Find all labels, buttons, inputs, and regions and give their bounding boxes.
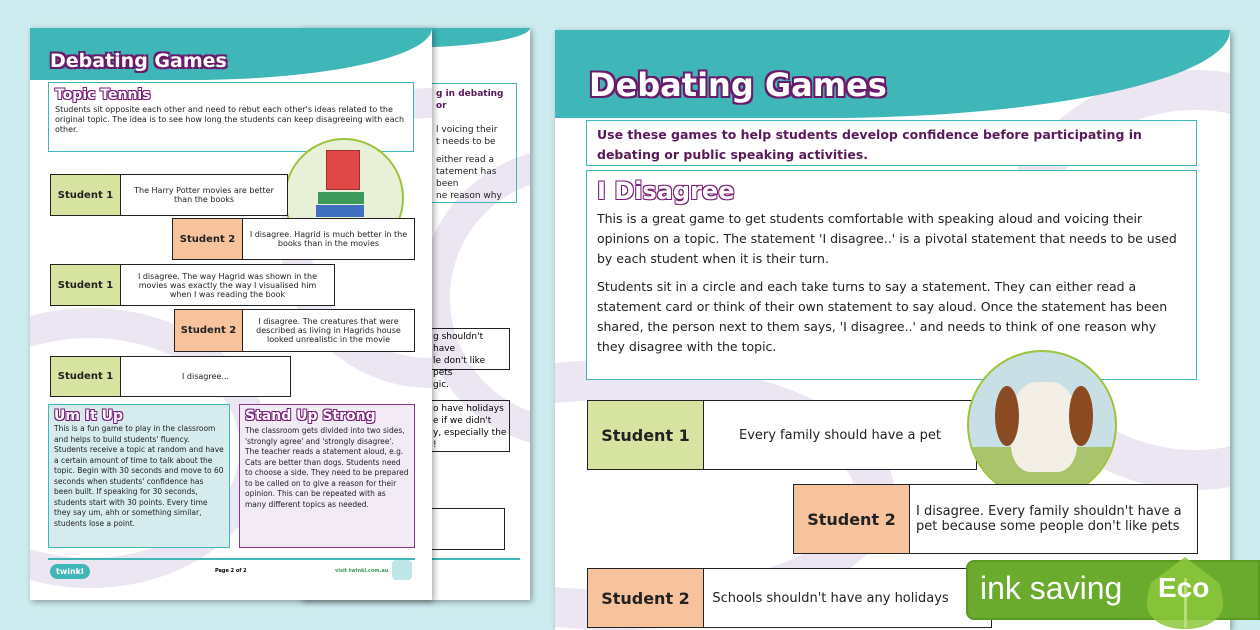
stand-up-strong-heading: Stand Up Strong bbox=[245, 408, 376, 424]
dog-ear bbox=[1069, 386, 1093, 446]
statement: I disagree. The creatures that were described as living in Hagrids house looked unrealistic in the movie bbox=[256, 317, 401, 344]
page-title: Debating Games bbox=[589, 66, 887, 104]
dialogue-row bbox=[587, 568, 992, 628]
peek-row bbox=[430, 400, 510, 452]
topic-tennis-heading: Topic Tennis bbox=[55, 87, 151, 103]
page-title: Debating Games bbox=[50, 50, 227, 72]
twinkl-logo: twinkl bbox=[50, 564, 90, 579]
stand-up-strong-box bbox=[239, 404, 415, 548]
peek-line: le don't like pets bbox=[433, 356, 486, 378]
dog-illustration bbox=[967, 350, 1117, 500]
site-url: visit twinkl.com.au bbox=[335, 568, 389, 574]
peek-line: y, especially the bbox=[433, 428, 507, 438]
page-2-preview bbox=[30, 28, 432, 600]
statement: I disagree. Hagrid is much better in the books than in the movies bbox=[249, 230, 408, 248]
intro-box: Use these games to help students develop confidence before participating in debating or public speaking activities. bbox=[586, 120, 1197, 166]
um-it-up-body: This is a fun game to play in the classroom and helps to build students' fluency. Students receive a topic at random and have a certain amount of time to talk about the topic. Begin with 30 seconds and move to 60 seconds when students' confidence has been built. If speaking for 30 seconds, students start with 30 points. Every time they say um, ahh or something similar, students lose a point. bbox=[54, 424, 224, 528]
dialogue-row bbox=[793, 484, 1198, 554]
stand-up-strong-body: The classroom gets divided into two sides, 'strongly agree' and 'strongly disagree'. The teacher reads a statement aloud, e.g. Cats are better than dogs. Students need to choose a side. They need to be prepared to be called on to give a reason for their opinion. This can be repeated with as many different topics as needed. bbox=[245, 426, 409, 509]
student-label: Student 2 bbox=[588, 569, 704, 627]
dialogue-row bbox=[172, 218, 415, 260]
i-disagree-box bbox=[586, 170, 1197, 380]
um-it-up-box bbox=[48, 404, 230, 548]
student-label: Student 1 bbox=[588, 401, 704, 469]
dog-ear bbox=[995, 386, 1019, 446]
student-label: Student 1 bbox=[51, 265, 121, 305]
topic-tennis-body: Students sit opposite each other and need to rebut each other's ideas related to the original topic. The idea is to see how long the students can keep disagreeing with each other. bbox=[55, 105, 405, 134]
dialogue-row bbox=[50, 174, 288, 216]
statement: I disagree. The way Hagrid was shown in the movies was exactly the way I visualised him when I was reading the book bbox=[137, 271, 318, 299]
peek-text bbox=[432, 83, 517, 203]
peek-line: o have holidays bbox=[433, 404, 504, 414]
i-disagree-p2: Students sit in a circle and each take turns to say a statement. They can either read a statement card or think of their own statement to say aloud. Once the statement has been shared, the person next to them says, 'I disagree..' and needs to think of one reason why they disagree with the topic. bbox=[597, 279, 1168, 354]
statement: The Harry Potter movies are better than the books bbox=[134, 186, 274, 204]
um-it-up-heading: Um It Up bbox=[54, 408, 123, 424]
dialogue-row bbox=[587, 400, 977, 470]
i-disagree-heading: I Disagree bbox=[597, 177, 735, 205]
dialogue-row bbox=[50, 264, 335, 306]
footer-rule bbox=[48, 558, 415, 560]
peek-line: e if we didn't bbox=[433, 416, 492, 426]
peek-row bbox=[430, 328, 510, 390]
student-label: Student 1 bbox=[51, 175, 121, 215]
dialogue-row bbox=[174, 309, 415, 352]
quality-badge-icon bbox=[392, 560, 412, 580]
i-disagree-p1: This is a great game to get students comfortable with speaking aloud and voicing their opinions on a topic. The statement 'I disagree..' is a pivotal statement that needs to be used by each student when it is their turn. bbox=[597, 211, 1177, 266]
book-icon bbox=[318, 192, 364, 204]
dialogue-row bbox=[50, 356, 291, 397]
peek-line: l voicing their bbox=[436, 125, 498, 135]
page-number: Page 2 of 2 bbox=[215, 568, 247, 574]
peek-line: g in debating or bbox=[436, 89, 504, 111]
peek-line: g shouldn't have bbox=[433, 332, 484, 354]
peek-line: gic. bbox=[433, 380, 450, 390]
student-label: Student 1 bbox=[51, 357, 121, 396]
student-label: Student 2 bbox=[794, 485, 910, 553]
statement: I disagree... bbox=[182, 372, 229, 381]
peek-line: ! bbox=[433, 440, 437, 450]
eco-label: Eco bbox=[1158, 572, 1210, 603]
statement: Every family should have a pet bbox=[738, 427, 941, 443]
student-label: Student 2 bbox=[173, 219, 243, 259]
peek-line: either read a bbox=[436, 155, 495, 165]
dog-icon bbox=[1011, 382, 1077, 472]
peek-line: tatement has been bbox=[436, 167, 497, 189]
peek-row bbox=[430, 508, 505, 550]
footer-rule bbox=[430, 558, 520, 560]
page-1-preview bbox=[555, 30, 1230, 630]
ink-saving-label: ink saving bbox=[980, 570, 1123, 606]
peek-line: t needs to be bbox=[436, 137, 496, 147]
book-icon bbox=[316, 205, 364, 217]
statement: Schools shouldn't have any holidays bbox=[712, 590, 949, 606]
statement: I disagree. Every family shouldn't have a pet because some people don't like pets bbox=[916, 504, 1182, 534]
student-label: Student 2 bbox=[175, 310, 243, 351]
books-icon bbox=[326, 150, 360, 190]
peek-line: ne reason why bbox=[436, 191, 502, 201]
